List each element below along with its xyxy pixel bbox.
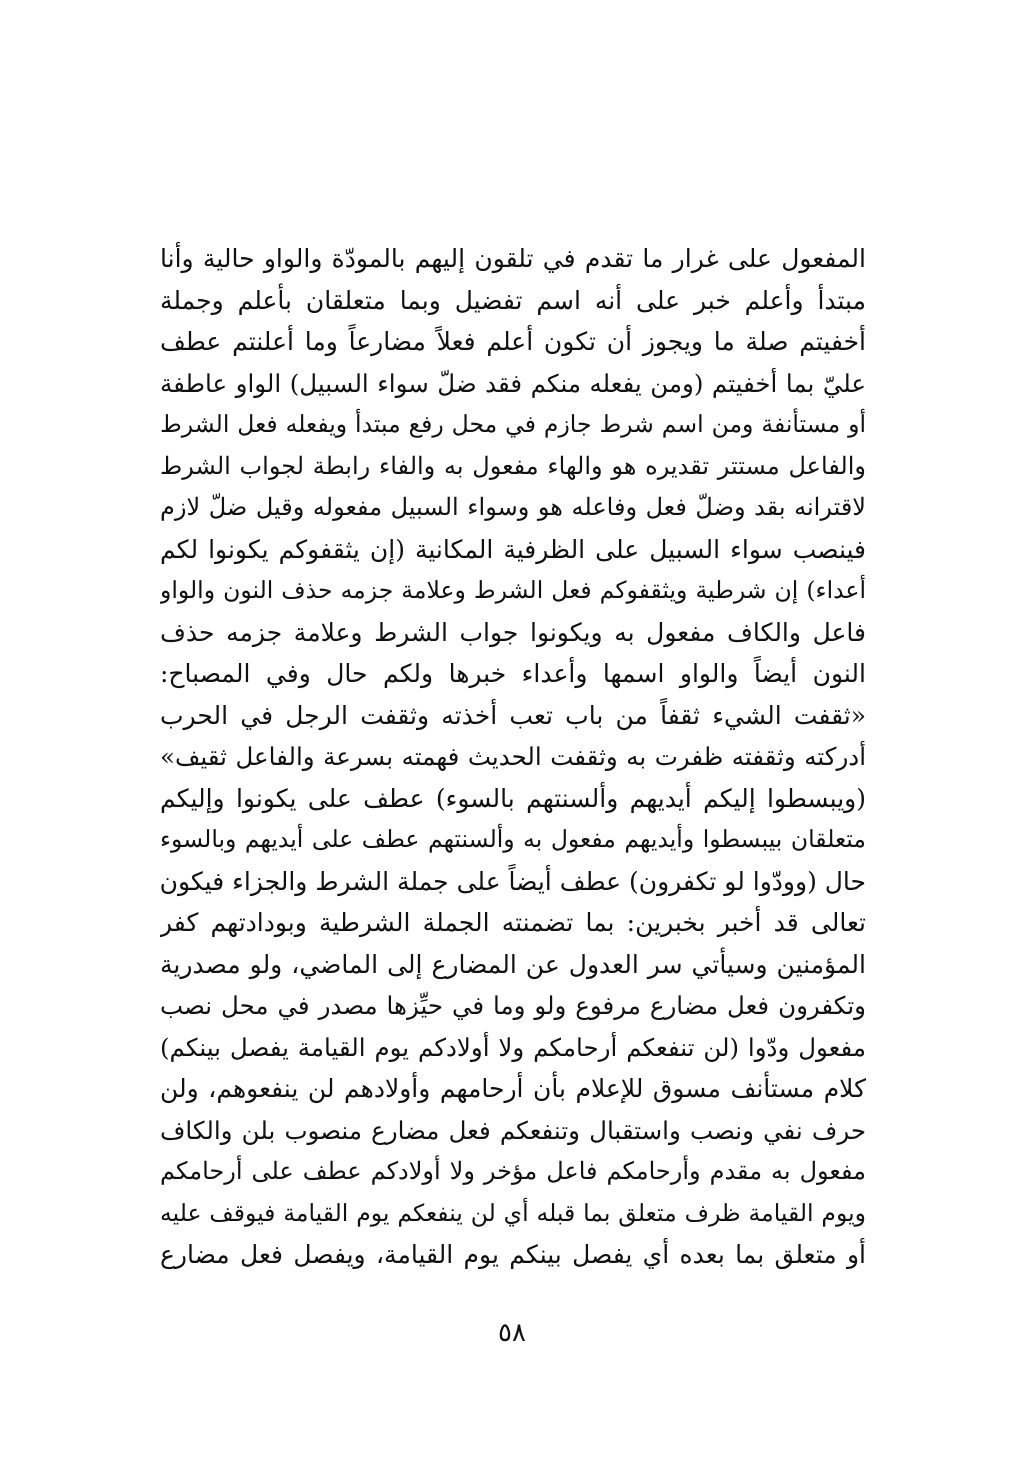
text-line: فينصب سواء السبيل على الظرفية المكانية (إن يثقفوكم يكونوا لكم bbox=[160, 534, 866, 564]
text-line: وتكفرون فعل مضارع مرفوع ولو وما في حيِّزها مصدر في محل نصب bbox=[160, 991, 866, 1020]
text-line: النون أيضاً والواو اسمها وأعداء خبرها ولكم حال وفي المصباح: bbox=[160, 659, 866, 688]
text-line: أو متعلق بما بعده أي يفصل بينكم يوم القيامة، ويفصل فعل مضارع bbox=[160, 1240, 866, 1269]
text-line: كلام مستأنف مسوق للإعلام بأن أرحامهم وأولادهم لن ينفعوهم، ولن bbox=[160, 1074, 866, 1103]
page-number: ٥٨ bbox=[498, 1318, 526, 1348]
text-line: عليّ بما أخفيتم (ومن يفعله منكم فقد ضلّ سواء السبيل) الواو عاطفة bbox=[160, 368, 866, 398]
text-line: مبتدأ وأعلم خبر على أنه اسم تفضيل وبما متعلقان بأعلم وجملة bbox=[160, 285, 866, 315]
text-line: أو مستأنفة ومن اسم شرط جازم في محل رفع مبتدأ ويفعله فعل الشرط bbox=[160, 410, 866, 438]
text-line: المؤمنين وسيأتي سر العدول عن المضارع إلى الماضي، ولو مصدرية bbox=[160, 949, 866, 979]
text-line: أدركته وثقفته ظفرت به وثقفت الحديث فهمته بسرعة والفاعل ثقيف» bbox=[160, 742, 866, 771]
text-line: مفعول ودّوا (لن تنفعكم أرحامكم ولا أولادكم يوم القيامة يفصل بينكم) bbox=[160, 1032, 866, 1062]
text-line: حرف نفي ونصب واستقبال وتنفعكم فعل مضارع منصوب بلن والكاف bbox=[160, 1115, 866, 1145]
text-line: أعداء) إن شرطية ويثقفوكم فعل الشرط وعلامة جزمه حذف النون والواو bbox=[160, 576, 866, 604]
text-line: والفاعل مستتر تقديره هو والهاء مفعول به والفاء رابطة لجواب الشرط bbox=[160, 451, 866, 480]
text-line: حال (وودّوا لو تكفرون) عطف أيضاً على جملة الشرط والجزاء فيكون bbox=[160, 866, 866, 896]
text-line: مفعول به مقدم وأرحامكم فاعل مؤخر ولا أولادكم عطف على أرحامكم bbox=[160, 1157, 866, 1185]
text-line: ويوم القيامة ظرف متعلق بما قبله أي لن ينفعكم يوم القيامة فيوقف عليه bbox=[160, 1198, 866, 1227]
text-line: تعالى قد أخبر بخبرين: بما تضمنته الجملة الشرطية وبودادتهم كفر bbox=[160, 908, 866, 937]
text-line: المفعول على غرار ما تقدم في تلقون إليهم بالمودّة والواو حالية وأنا bbox=[160, 244, 866, 273]
text-line: «ثقفت الشيء ثقفاً من باب تعب أخذته وثقفت الرجل في الحرب bbox=[160, 700, 866, 730]
body-text bbox=[160, 238, 866, 1276]
text-line: متعلقان بيبسطوا وأيديهم مفعول به وألسنتهم عطف على أيديهم وبالسوء bbox=[160, 825, 866, 853]
text-line: لاقترانه بقد وضلّ فعل وفاعله هو وسواء السبيل مفعوله وقيل ضلّ لازم bbox=[160, 493, 866, 521]
text-line: أخفيتم صلة ما ويجوز أن تكون أعلم فعلاً مضارعاً وما أعلنتم عطف bbox=[160, 327, 866, 356]
text-line: فاعل والكاف مفعول به ويكونوا جواب الشرط وعلامة جزمه حذف bbox=[160, 617, 866, 647]
text-line: (ويبسطوا إليكم أيديهم وألسنتهم بالسوء) عطف على يكونوا وإليكم bbox=[160, 783, 866, 813]
